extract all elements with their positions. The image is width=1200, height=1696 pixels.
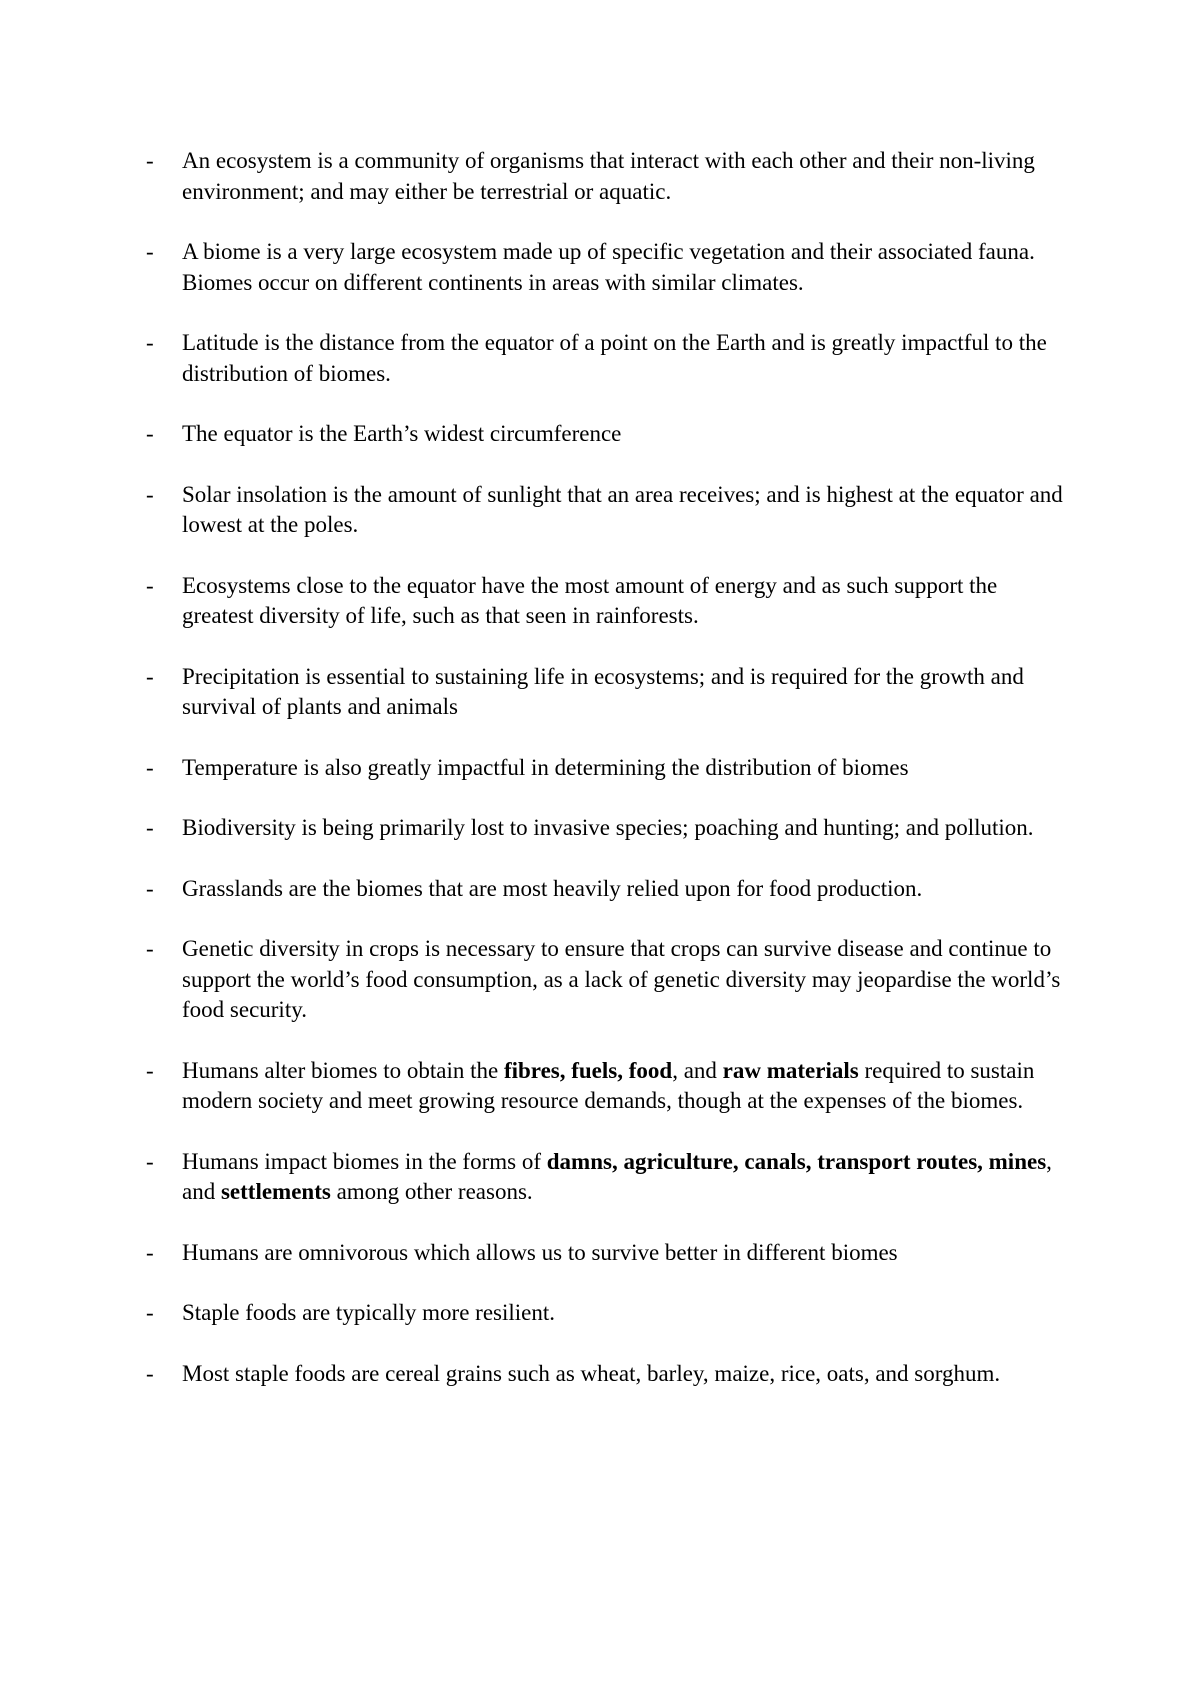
- bullet-text: Genetic diversity in crops is necessary to ensure that crops can survive disease and continue to support the world’s food consumption, as a lack of genetic diversity may jeopardise the world’s food security.: [182, 936, 1061, 1022]
- bullet-dash: -: [146, 1148, 154, 1174]
- bullet-text: [182, 1149, 1052, 1205]
- bullet-dash: -: [146, 815, 154, 840]
- text-run: Humans alter biomes to obtain the: [182, 1057, 504, 1083]
- bullet-item: [146, 1359, 1066, 1390]
- text-run: , and: [182, 1148, 1052, 1204]
- bullet-text: Biodiversity is being primarily lost to invasive species; poaching and hunting; and pollution.: [182, 815, 1034, 840]
- bullet-item: [146, 1147, 1066, 1208]
- text-run: required to sustain modern society and meet growing resource demands, though at the expenses of the biomes.: [182, 1057, 1035, 1113]
- bullet-item: [146, 662, 1066, 723]
- bullet-item: [146, 934, 1066, 1026]
- text-run: Humans impact biomes in the forms of: [182, 1148, 547, 1174]
- bullet-dash: -: [146, 239, 154, 264]
- bold-term: fibres, fuels, food: [503, 1057, 673, 1083]
- bold-term: settlements: [220, 1179, 331, 1204]
- bullet-text: Most staple foods are cereal grains such as wheat, barley, maize, rice, oats, and sorghum.: [182, 1360, 1001, 1386]
- bullet-item: [146, 813, 1066, 844]
- bold-term: damns, agriculture, canals, transport routes, mines: [546, 1148, 1047, 1174]
- bullet-list: [146, 146, 1066, 1419]
- bullet-text: Solar insolation is the amount of sunlight that an area receives; and is highest at the equator and lowest at the poles.: [182, 481, 1063, 537]
- bold-term: raw materials: [722, 1057, 859, 1083]
- bullet-item: [146, 1238, 1066, 1269]
- bullet-item: [146, 1056, 1066, 1117]
- bullet-item: [146, 328, 1066, 389]
- bullet-dash: -: [146, 663, 154, 689]
- bullet-dash: -: [146, 481, 154, 507]
- bullet-item: [146, 571, 1066, 632]
- bullet-dash: -: [146, 1239, 154, 1265]
- bullet-text: Precipitation is essential to sustaining life in ecosystems; and is required for the growth and survival of plants and animals: [182, 663, 1024, 719]
- bullet-text: An ecosystem is a community of organisms that interact with each other and their non-living environment; and may either be terrestrial or aquatic.: [182, 148, 1035, 204]
- bullet-text: The equator is the Earth’s widest circumference: [182, 421, 622, 446]
- bullet-text: Staple foods are typically more resilient.: [182, 1300, 555, 1325]
- bullet-dash: -: [146, 572, 154, 598]
- bullet-dash: -: [146, 330, 154, 355]
- bullet-dash: -: [146, 875, 154, 901]
- bullet-dash: -: [146, 1300, 154, 1325]
- bullet-item: [146, 753, 1066, 784]
- bullet-text: Ecosystems close to the equator have the most amount of energy and as such support the greatest diversity of life, such as that seen in rainforests.: [182, 572, 998, 628]
- bullet-text: [182, 1058, 1034, 1114]
- bullet-item: [146, 480, 1066, 541]
- bullet-dash: -: [146, 754, 154, 780]
- bullet-item: [146, 237, 1066, 298]
- text-run: , and: [672, 1057, 723, 1083]
- bullet-text: A biome is a very large ecosystem made up of specific vegetation and their associated fauna. Biomes occur on different continents in areas with similar climates.: [182, 239, 1035, 295]
- text-run: among other reasons.: [330, 1179, 533, 1204]
- bullet-dash: -: [146, 936, 154, 961]
- bullet-dash: -: [146, 421, 154, 446]
- bullet-dash: -: [146, 148, 154, 173]
- bullet-text: Grasslands are the biomes that are most heavily relied upon for food production.: [182, 875, 923, 901]
- bullet-item: [146, 1298, 1066, 1329]
- bullet-dash: -: [146, 1360, 154, 1386]
- bullet-item: [146, 874, 1066, 905]
- bullet-text: Latitude is the distance from the equator of a point on the Earth and is greatly impactful to the distribution of biomes.: [182, 330, 1047, 386]
- bullet-item: [146, 146, 1066, 207]
- bullet-dash: -: [146, 1057, 154, 1083]
- bullet-item: [146, 419, 1066, 450]
- bullet-text: Humans are omnivorous which allows us to survive better in different biomes: [182, 1239, 898, 1265]
- bullet-text: Temperature is also greatly impactful in determining the distribution of biomes: [182, 754, 909, 780]
